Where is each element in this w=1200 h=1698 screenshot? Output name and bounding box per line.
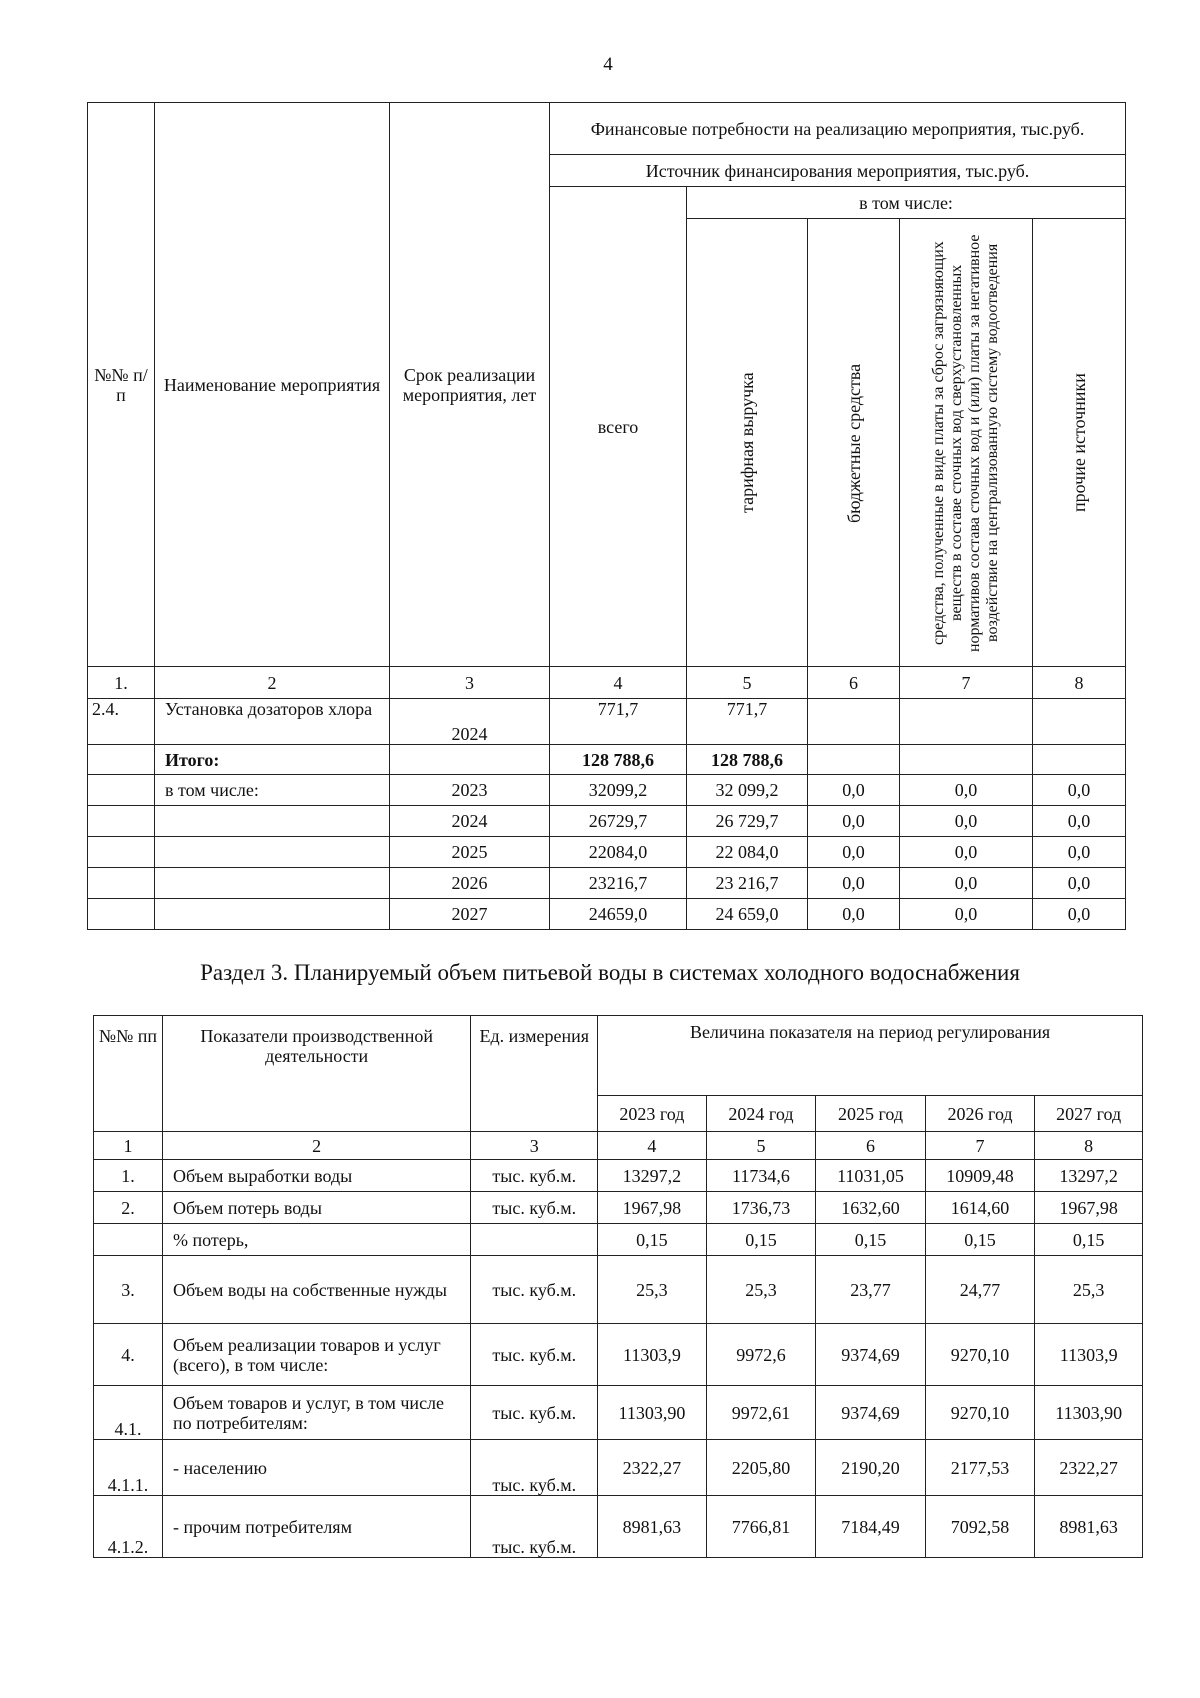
- total-tariff: 128 788,6: [687, 745, 808, 775]
- table-row: [94, 1386, 1143, 1440]
- row-num: 1.: [94, 1160, 163, 1192]
- row-value: 11303,90: [1035, 1386, 1143, 1440]
- row-unit: тыс. куб.м.: [471, 1496, 598, 1558]
- row-value: 9972,6: [706, 1324, 816, 1386]
- year-budget: 0,0: [808, 806, 900, 837]
- year-tariff: 24 659,0: [687, 899, 808, 930]
- year-fees: 0,0: [900, 775, 1033, 806]
- year-label: [155, 868, 390, 899]
- row-value: 0,15: [816, 1224, 926, 1256]
- header-num: №№ пп: [94, 1016, 163, 1132]
- header-budget: бюджетные средства: [843, 362, 864, 523]
- col-number: 1.: [88, 667, 155, 699]
- year-fees: 0,0: [900, 837, 1033, 868]
- year-other: 0,0: [1033, 806, 1126, 837]
- year-label: [155, 899, 390, 930]
- year-other: 0,0: [1033, 899, 1126, 930]
- year-fees: 0,0: [900, 868, 1033, 899]
- row-name: Объем реализации товаров и услуг (всего), в том числе:: [162, 1324, 470, 1386]
- row-value: 0,15: [1035, 1224, 1143, 1256]
- year-total: 23216,7: [550, 868, 687, 899]
- header-unit: Ед. измерения: [471, 1016, 598, 1132]
- row-value: 11734,6: [706, 1160, 816, 1192]
- row-unit: тыс. куб.м.: [471, 1160, 598, 1192]
- row-value: 11303,9: [1035, 1324, 1143, 1386]
- row-value: 11303,90: [598, 1386, 707, 1440]
- col-number: 6: [808, 667, 900, 699]
- table-row: [88, 745, 1126, 775]
- row-unit: тыс. куб.м.: [471, 1386, 598, 1440]
- row-value: 23,77: [816, 1256, 926, 1324]
- col-number: 5: [706, 1132, 816, 1160]
- table-row: [94, 1440, 1143, 1496]
- header-num: №№ п/п: [88, 103, 155, 667]
- header-fees: средства, полученные в виде платы за сброс загрязняющих веществ в составе сточных вод сверхустановленных нормативов состава сточных вод и (или) платы за негативное воздействие на централизованную систему водоотведения: [930, 233, 1001, 652]
- row-value: 25,3: [598, 1256, 707, 1324]
- row-num: 4.1.: [94, 1386, 163, 1440]
- row-value: 7092,58: [925, 1496, 1035, 1558]
- year-fees: 0,0: [900, 899, 1033, 930]
- row-value: 0,15: [598, 1224, 707, 1256]
- header-total: всего: [550, 187, 687, 667]
- row-value: 1967,98: [1035, 1192, 1143, 1224]
- year-tariff: 23 216,7: [687, 868, 808, 899]
- year-tariff: 26 729,7: [687, 806, 808, 837]
- col-number: 8: [1033, 667, 1126, 699]
- row-value: 2190,20: [816, 1440, 926, 1496]
- row-value: 7766,81: [706, 1496, 816, 1558]
- col-number: 7: [925, 1132, 1035, 1160]
- year-total: 24659,0: [550, 899, 687, 930]
- row-value: 2322,27: [598, 1440, 707, 1496]
- table-row: [88, 868, 1126, 899]
- row-num: 4.: [94, 1324, 163, 1386]
- item-term: 2024: [390, 699, 550, 745]
- year: 2023: [390, 775, 550, 806]
- col-number: 3: [390, 667, 550, 699]
- row-num: 2.: [94, 1192, 163, 1224]
- row-unit: тыс. куб.м.: [471, 1324, 598, 1386]
- table-row: [88, 837, 1126, 868]
- header-term: Срок реализации мероприятия, лет: [390, 103, 550, 667]
- table-row: [94, 1496, 1143, 1558]
- row-name: Объем потерь воды: [162, 1192, 470, 1224]
- row-name: % потерь,: [162, 1224, 470, 1256]
- year-tariff: 22 084,0: [687, 837, 808, 868]
- row-num: [94, 1224, 163, 1256]
- row-value: 13297,2: [598, 1160, 707, 1192]
- total-value: 128 788,6: [550, 745, 687, 775]
- row-unit: тыс. куб.м.: [471, 1256, 598, 1324]
- col-number: 6: [816, 1132, 926, 1160]
- row-value: 25,3: [1035, 1256, 1143, 1324]
- row-value: 0,15: [925, 1224, 1035, 1256]
- header-other: прочие источники: [1069, 373, 1090, 512]
- year-header: 2026 год: [925, 1096, 1035, 1132]
- row-num: 4.1.2.: [94, 1496, 163, 1558]
- table-row: [88, 806, 1126, 837]
- row-value: 25,3: [706, 1256, 816, 1324]
- row-unit: тыс. куб.м.: [471, 1440, 598, 1496]
- row-value: 9374,69: [816, 1386, 926, 1440]
- table-row: [94, 1324, 1143, 1386]
- row-num: 4.1.1.: [94, 1440, 163, 1496]
- year-total: 26729,7: [550, 806, 687, 837]
- col-number: 3: [471, 1132, 598, 1160]
- section-title: Раздел 3. Планируемый объем питьевой воды в системах холодного водоснабжения: [200, 960, 1020, 985]
- header-source: Источник финансирования мероприятия, тыс.руб.: [550, 155, 1126, 187]
- row-value: 2205,80: [706, 1440, 816, 1496]
- row-name: - населению: [162, 1440, 470, 1496]
- header-financial-needs: Финансовые потребности на реализацию мероприятия, тыс.руб.: [550, 103, 1126, 155]
- year-label: [155, 806, 390, 837]
- year-other: 0,0: [1033, 775, 1126, 806]
- table-row: [94, 1192, 1143, 1224]
- table-row: [94, 1160, 1143, 1192]
- item-tariff: 771,7: [687, 699, 808, 745]
- col-number: 4: [598, 1132, 707, 1160]
- row-num: 3.: [94, 1256, 163, 1324]
- page-number: 4: [603, 54, 613, 75]
- item-total: 771,7: [550, 699, 687, 745]
- year-total: 32099,2: [550, 775, 687, 806]
- header-tariff: тарифная выручка: [737, 372, 757, 513]
- year-total: 22084,0: [550, 837, 687, 868]
- year-header: 2024 год: [706, 1096, 816, 1132]
- header-indicator: Показатели производственной деятельности: [162, 1016, 470, 1132]
- col-number: 7: [900, 667, 1033, 699]
- item-num: 2.4.: [88, 699, 155, 745]
- row-value: 13297,2: [1035, 1160, 1143, 1192]
- row-value: 1632,60: [816, 1192, 926, 1224]
- col-number: 2: [162, 1132, 470, 1160]
- financing-table: [87, 102, 1126, 930]
- col-number: 1: [94, 1132, 163, 1160]
- table-row: [88, 899, 1126, 930]
- row-value: 11303,9: [598, 1324, 707, 1386]
- row-value: 9972,61: [706, 1386, 816, 1440]
- row-value: 0,15: [706, 1224, 816, 1256]
- col-number: 4: [550, 667, 687, 699]
- row-unit: тыс. куб.м.: [471, 1192, 598, 1224]
- header-including: в том числе:: [687, 187, 1126, 219]
- table-row: [94, 1256, 1143, 1324]
- row-value: 1967,98: [598, 1192, 707, 1224]
- year-header: 2023 год: [598, 1096, 707, 1132]
- row-value: 8981,63: [598, 1496, 707, 1558]
- year: 2027: [390, 899, 550, 930]
- row-unit: [471, 1224, 598, 1256]
- row-value: 1736,73: [706, 1192, 816, 1224]
- year-tariff: 32 099,2: [687, 775, 808, 806]
- row-value: 9374,69: [816, 1324, 926, 1386]
- water-volume-table: [93, 1015, 1143, 1558]
- row-value: 2322,27: [1035, 1440, 1143, 1496]
- year-label: в том числе:: [155, 775, 390, 806]
- year-budget: 0,0: [808, 837, 900, 868]
- year: 2026: [390, 868, 550, 899]
- year-other: 0,0: [1033, 837, 1126, 868]
- col-number: 8: [1035, 1132, 1143, 1160]
- col-number: 2: [155, 667, 390, 699]
- header-name: Наименование мероприятия: [155, 103, 390, 667]
- table-row: [88, 699, 1126, 745]
- row-value: 9270,10: [925, 1324, 1035, 1386]
- table-row: [88, 775, 1126, 806]
- row-name: Объем товаров и услуг, в том числе по потребителям:: [162, 1386, 470, 1440]
- year: 2025: [390, 837, 550, 868]
- table-row: [94, 1224, 1143, 1256]
- year-header: 2027 год: [1035, 1096, 1143, 1132]
- header-period: Величина показателя на период регулирования: [598, 1016, 1143, 1096]
- row-name: Объем выработки воды: [162, 1160, 470, 1192]
- year-fees: 0,0: [900, 806, 1033, 837]
- row-name: Объем воды на собственные нужды: [162, 1256, 470, 1324]
- row-value: 24,77: [925, 1256, 1035, 1324]
- year-budget: 0,0: [808, 899, 900, 930]
- year-label: [155, 837, 390, 868]
- year-other: 0,0: [1033, 868, 1126, 899]
- year-budget: 0,0: [808, 868, 900, 899]
- row-name: - прочим потребителям: [162, 1496, 470, 1558]
- col-number: 5: [687, 667, 808, 699]
- row-value: 8981,63: [1035, 1496, 1143, 1558]
- total-label: Итого:: [155, 745, 390, 775]
- item-name: Установка дозаторов хлора: [155, 699, 390, 745]
- row-value: 2177,53: [925, 1440, 1035, 1496]
- year-budget: 0,0: [808, 775, 900, 806]
- row-value: 10909,48: [925, 1160, 1035, 1192]
- row-value: 11031,05: [816, 1160, 926, 1192]
- year-header: 2025 год: [816, 1096, 926, 1132]
- year: 2024: [390, 806, 550, 837]
- row-value: 9270,10: [925, 1386, 1035, 1440]
- row-value: 7184,49: [816, 1496, 926, 1558]
- row-value: 1614,60: [925, 1192, 1035, 1224]
